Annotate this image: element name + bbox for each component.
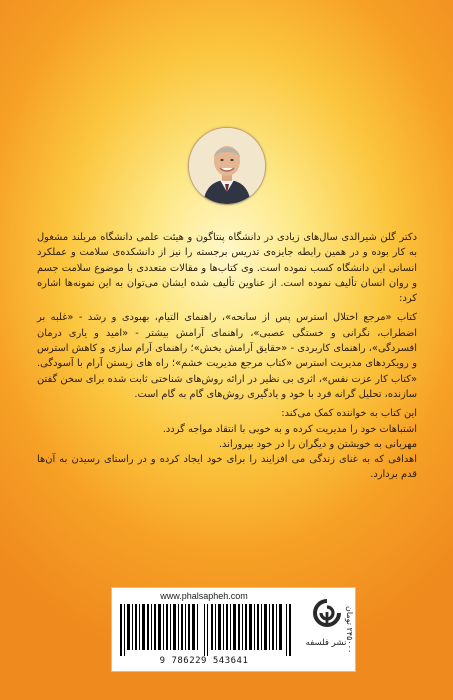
isbn-number: 9 786229 543641	[159, 656, 249, 666]
isbn-barcode	[120, 604, 292, 656]
help-item: اهدافی که به غنای زندگی می افزایند را برای خود ایجاد کرده و در راستای رسیدن به آن‌ها قدم بردارد.	[37, 454, 417, 481]
publisher-website: www.phalsapheh.com	[160, 591, 248, 601]
author-portrait-photo	[189, 128, 265, 204]
help-item: مهربانی به خویشتن و دیگران را در خود بپروراند.	[218, 438, 417, 450]
bio-books: کتاب «مرجع اختلال استرس پس از سانحه»، راهنمای التیام، بهبودی و رشد - «غلبه بر اضطراب، نگرانی و خستگی عصبی»، راهنمای آرامش بیشتر - «امید و یاری درمان افسردگی»، راهنمای کاربردی - «حقایق آرامش بخش»؛ راهنمای آرام سازی و کاهش استرس و رویکردهای مدیریت استرس «کتاب مرجع مدیریت خشم»؛ راه های زیستن آرام با آسودگی. «کتاب کار عزت نفس»، اثری بی نظیر در ارائه روش‌های شناختی ثابت شده برای سخن گفتن سازنده، تحلیل گرانه فرد با خود و یادگیری روش‌های گام به گام است.	[37, 312, 417, 400]
bio-intro: دکتر گلن شیرالدی سال‌های زیادی در دانشگاه پنتاگون و هیئت علمی دانشگاه مریلند مشغول به کار بوده و در همین رابطه جایزه‌ی تدریس برجسته را نیز از دانشکده‌ی سلامت و عملکرد انسانی این دانشگاه کسب نموده است. وی کتاب‌ها و مقالات متعددی با موضوع سلامت جسم و روان انسان تألیف نموده است. از عناوین تألیف شده ایشان می‌توان به این نمونه‌ها اشاره کرد:	[37, 232, 417, 305]
help-heading: این کتاب به خواننده کمک می‌کند:	[281, 408, 417, 420]
publisher-name: نشر فلسفه	[305, 638, 347, 648]
publisher-logo-icon	[312, 598, 342, 628]
barcode-info-box	[111, 587, 356, 672]
help-list	[37, 422, 417, 483]
author-bio	[37, 230, 417, 483]
author-photo	[188, 127, 266, 205]
help-item: اشتباهات خود را مدیریت کرده و به خوبی با انتقاد مواجه گردد.	[162, 423, 417, 435]
book-price: ۲۴۵۰۰۰ تومان	[345, 606, 354, 654]
